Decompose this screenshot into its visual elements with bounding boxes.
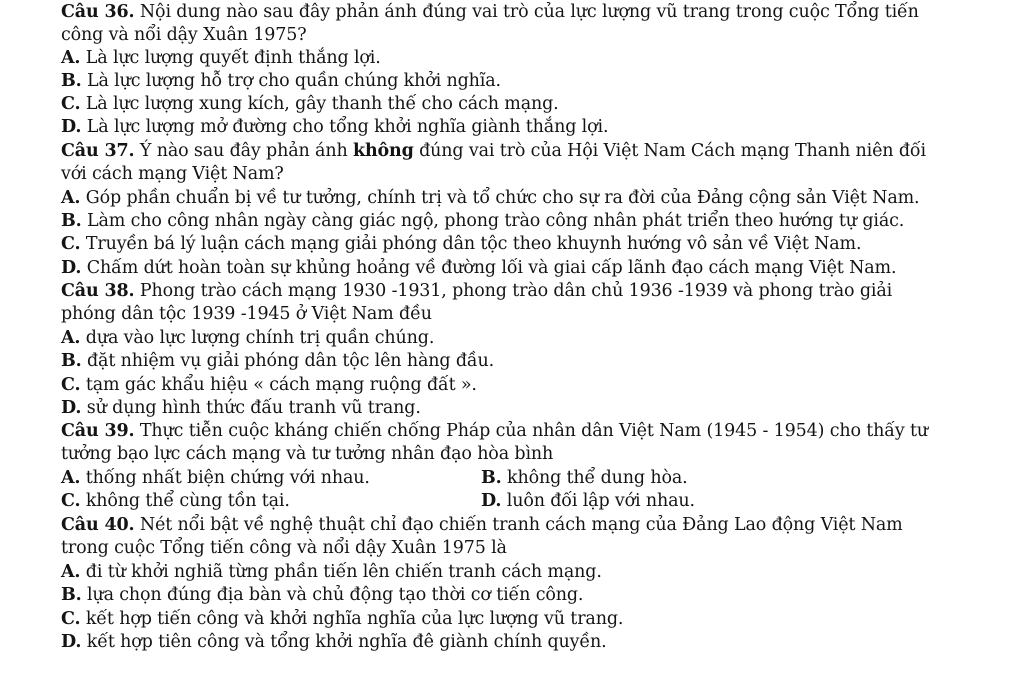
question-37-stem-rest: đúng vai trò của Hội Việt Nam Cách mạng Thanh niên đối [413,141,926,161]
question-40-stem-cont: trong cuộc Tổng tiến công và nổi dậy Xuân 1975 là [61,538,507,558]
question-37-stem: Ý nào sau đây phản ánh [134,141,353,161]
option-text: Góp phần chuẩn bị về tư tưởng, chính trị và tổ chức cho sự ra đời của Đảng cộng sản Việt Nam. [80,188,920,208]
question-38-stem: Phong trào cách mạng 1930 -1931, phong trào dân chủ 1936 -1939 và phong trào giải [134,281,893,301]
option-letter: D. [61,398,82,418]
option-text: lựa chọn đúng địa bàn và chủ động tạo thời cơ tiến công. [81,585,584,605]
question-37-option-a [61,187,919,209]
option-letter: C. [61,375,81,395]
option-letter: D. [61,258,82,278]
option-text: luôn đối lập với nhau. [501,491,695,511]
question-36-option-c [61,93,559,115]
question-37-label: Câu 37. [61,141,135,161]
question-37-stem-cont: với cách mạng Việt Nam? [61,164,284,184]
option-letter: B. [481,468,502,488]
option-letter: D. [61,117,82,137]
option-text: tạm gác khẩu hiệu « cách mạng ruộng đất ». [80,375,477,395]
question-36-option-a [61,47,381,69]
option-text: không thể cùng tồn tại. [80,491,290,511]
question-36-stem-cont: công và nổi dậy Xuân 1975? [61,25,307,45]
question-37-line-2 [61,163,284,185]
option-letter: A. [61,468,81,488]
question-37-line-1 [61,140,926,162]
option-letter: C. [61,234,81,254]
question-39-label: Câu 39. [61,421,135,441]
option-text: Làm cho công nhân ngày càng giác ngộ, phong trào công nhân phát triển theo hướng tự giác. [81,211,905,231]
option-letter: B. [61,351,82,371]
option-letter: C. [61,94,81,114]
question-39-line-1 [61,420,928,442]
question-38-line-1 [61,280,892,302]
question-36-label: Câu 36. [61,2,135,22]
question-36-line-2 [61,24,307,46]
option-text: dựa vào lực lượng chính trị quần chúng. [80,328,435,348]
question-38-option-d [61,397,421,419]
question-39-option-d [481,490,695,512]
question-39-stem-cont: tưởng bạo lực cách mạng và tư tưởng nhân đạo hòa bình [61,444,554,464]
option-letter: A. [61,48,81,68]
question-37-option-d [61,257,896,279]
question-40-option-d [61,631,607,653]
option-letter: D. [481,491,502,511]
option-letter: A. [61,188,81,208]
option-text: thống nhất biện chứng với nhau. [80,468,370,488]
option-letter: D. [61,632,82,652]
question-40-label: Câu 40. [61,515,135,535]
question-36-option-d [61,116,608,138]
option-letter: A. [61,328,81,348]
option-text: Là lực lượng xung kích, gây thanh thế cho cách mạng. [80,94,559,114]
option-text: kết hợp tiên công và tổng khởi nghĩa đê giành chính quyền. [81,632,607,652]
question-36-stem: Nội dung nào sau đây phản ánh đúng vai trò của lực lượng vũ trang trong cuộc Tổng tiến [134,2,919,22]
option-letter: B. [61,71,82,91]
option-text: kết hợp tiến công và khởi nghĩa nghĩa của lực lượng vũ trang. [80,609,624,629]
option-text: sử dụng hình thức đấu tranh vũ trang. [81,398,421,418]
question-40-option-c [61,608,623,630]
question-39-stem: Thực tiễn cuộc kháng chiến chống Pháp của nhân dân Việt Nam (1945 - 1954) cho thấy tư [134,421,929,441]
question-38-option-a [61,327,434,349]
option-letter: C. [61,491,81,511]
question-40-stem: Nét nổi bật về nghệ thuật chỉ đạo chiến tranh cách mạng của Đảng Lao động Việt Nam [134,515,903,535]
question-38-option-c [61,374,477,396]
question-39-line-2 [61,443,553,465]
question-40-option-a [61,561,602,583]
option-text: Là lực lượng mở đường cho tổng khởi nghĩa giành thắng lợi. [81,117,609,137]
question-40-option-b [61,584,583,606]
question-40-line-2 [61,537,507,559]
option-text: Chấm dứt hoàn toàn sự khủng hoảng về đường lối và giai cấp lãnh đạo cách mạng Việt Nam. [81,258,897,278]
option-letter: C. [61,609,81,629]
question-38-label: Câu 38. [61,281,135,301]
question-37-option-b [61,210,904,232]
option-text: đi từ khởi nghiã từng phần tiến lên chiến tranh cách mạng. [80,562,602,582]
question-38-option-b [61,350,494,372]
question-37-option-c [61,233,861,255]
question-39-option-a [61,467,370,489]
question-37-emphasis: không [352,141,414,161]
question-39-option-b [481,467,688,489]
option-letter: A. [61,562,81,582]
option-text: không thể dung hòa. [501,468,688,488]
option-letter: B. [61,585,82,605]
question-38-stem-cont: phóng dân tộc 1939 -1945 ở Việt Nam đều [61,304,432,324]
option-text: đặt nhiệm vụ giải phóng dân tộc lên hàng đầu. [81,351,494,371]
question-36-line-1 [61,1,919,23]
option-text: Là lực lượng hỗ trợ cho quần chúng khởi nghĩa. [81,71,501,91]
question-39-option-c [61,490,290,512]
question-38-line-2 [61,303,432,325]
option-letter: B. [61,211,82,231]
question-40-line-1 [61,514,903,536]
option-text: Truyền bá lý luận cách mạng giải phóng dân tộc theo khuynh hướng vô sản về Việt Nam. [80,234,862,254]
option-text: Là lực lượng quyết định thắng lợi. [80,48,381,68]
question-36-option-b [61,70,501,92]
